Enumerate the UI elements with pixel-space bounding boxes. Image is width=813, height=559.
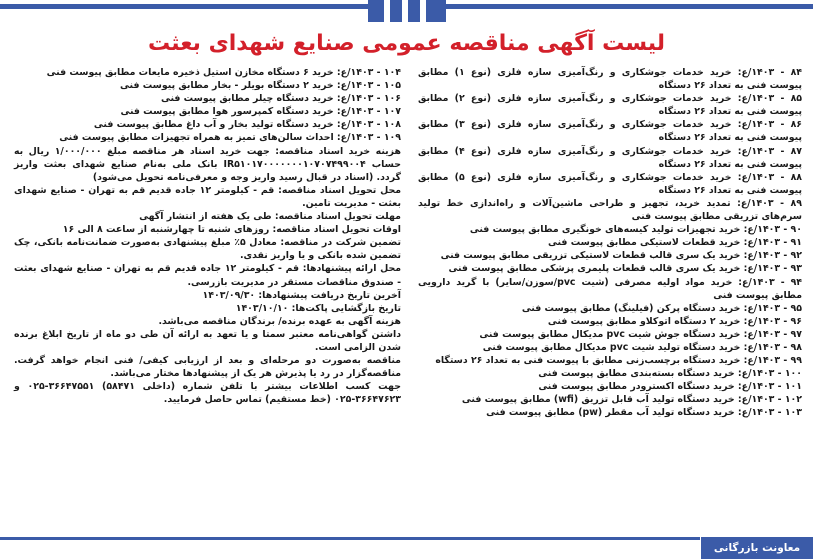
tender-item: ۱۰۲ - ۱۴۰۳/ع: خرید دستگاه تولید آب قابل تزریق (wfi) مطابق پیوست فنی (461, 394, 802, 406)
tender-item: ۸۹ - ۱۴۰۳/ع: تمدید خرید، تجهیز و طراحی ماشین‌آلات و راه‌اندازی خط تولید سرم‌های تزریقی مطابق پیوست فنی (418, 197, 802, 223)
tender-item: ۹۶ - ۱۴۰۳/ع: خرید ۲ دستگاه اتوکلاو مطابق پیوست فنی (547, 315, 802, 327)
tender-item: ۱۰۳ - ۱۴۰۳/ع: خرید دستگاه تولید آب مقطر (pw) مطابق پیوست فنی (486, 407, 802, 419)
tender-item: ۹۹ - ۱۴۰۳/ع: خرید دستگاه برچسب‌زنی مطابق با پیوست فنی به تعداد ۲۶ دستگاه (435, 355, 802, 367)
certificate-paragraph: داشتن گواهی‌نامه معتبر سمتا و یا تعهد به ارائه آن طی دو ماه از تاریخ ابلاغ برنده شدن الزامی است. (14, 328, 401, 353)
tender-item: ۹۷ - ۱۴۰۳/ع: خرید دستگاه جوش شیت pvc مدیکال مطابق پیوست فنی (479, 328, 802, 340)
two-stage-paragraph: مناقصه به‌صورت دو مرحله‌ای و بعد از ارزیابی کیفی/ فنی انجام خواهد گرفت. مناقصه‌گزار در رد یا پذیرش هر یک از پیشنهادها مختار می‌باشد. (14, 355, 401, 380)
tender-item: ۱۰۸ - ۱۴۰۳/ع: خرید دستگاه تولید بخار و آب داغ مطابق پیوست فنی (93, 119, 401, 131)
tender-item: ۸۸ - ۱۴۰۳/ع: خرید خدمات جوشکاری و رنگ‌آمیزی سازه فلزی (نوع ۵) مطابق پیوست فنی به تعداد ۲۶ دستگاه (418, 171, 803, 196)
tender-item: ۹۵ - ۱۴۰۳/ع: خرید دستگاه پرکن (فیلینگ) مطابق پیوست فنی (521, 302, 802, 314)
ad-cost-paragraph: هزینه آگهی به عهده برنده/ برندگان مناقصه می‌باشد. (158, 315, 401, 327)
submission-deadline: آخرین تاریخ دریافت پیشنهادها: ۱۴۰۳/۰۹/۳۰ (202, 289, 401, 301)
tender-item: ۱۰۰ - ۱۴۰۳/ع: خرید دستگاه بسته‌بندی مطابق پیوست فنی (538, 368, 802, 380)
tender-item: ۱۰۱ - ۱۴۰۳/ع: خرید دستگاه اکسترودر مطابق پیوست فنی (538, 381, 802, 393)
tender-item: ۱۰۷ - ۱۴۰۳/ع: خرید دستگاه کمپرسور هوا مطابق پیوست فنی (120, 106, 401, 118)
tender-item: ۹۲ - ۱۴۰۳/ع: خرید یک سری قالب قطعات لاستیکی تزریقی مطابق پیوست فنی (440, 250, 802, 262)
tender-item: ۸۵ - ۱۴۰۳/ع: خرید خدمات جوشکاری و رنگ‌آمیزی سازه فلزی (نوع ۲) مطابق پیوست فنی به تعداد ۲۶ دستگاه (418, 93, 803, 118)
tender-item: ۱۰۵ - ۱۴۰۳/ع: خرید ۲ دستگاه بویلر - بخار مطابق پیوست فنی (120, 80, 401, 92)
opening-date: تاریخ بازگشایی پاکت‌ها: ۱۴۰۳/۱۰/۱۰ (235, 302, 401, 314)
footer-department-label: معاونت بازرگانی (701, 537, 813, 559)
tender-item: ۸۶ - ۱۴۰۳/ع: خرید خدمات جوشکاری و رنگ‌آمیزی سازه فلزی (نوع ۳) مطابق پیوست فنی به تعداد ۲۶ دستگاه (418, 119, 803, 144)
page-title: لیست آگهی مناقصه عمومی صنایع شهدای بعثت (147, 31, 666, 56)
document-deadline-paragraph: مهلت تحویل اسناد مناقصه: طی یک هفته از انتشار آگهی (139, 211, 401, 223)
guarantee-paragraph: تضمین شرکت در مناقصه: معادل ۵٪ مبلغ پیشنهادی به‌صورت ضمانت‌نامه بانکی، چک تضمین شده بانکی و یا واریز نقدی. (14, 237, 401, 262)
tender-list-right-column (418, 66, 802, 420)
tender-item: ۸۴ - ۱۴۰۳/ع: خرید خدمات جوشکاری و رنگ‌آمیزی سازه فلزی (نوع ۱) مطابق پیوست فنی به تعداد ۲۶ دستگاه (418, 67, 803, 92)
tender-item: ۹۳ - ۱۴۰۳/ع: خرید یک سری قالب قطعات پلیمری پزشکی مطابق پیوست فنی (448, 263, 802, 275)
submission-location-paragraph: محل ارائه پیشنهادها: قم - کیلومتر ۱۲ جاده قدیم قم به تهران - صنایع شهدای بعثت - صندوق مناقصات مستقر در مدیریت بازرسی. (14, 263, 402, 288)
tender-item: ۱۰۶ - ۱۴۰۳/ع: خرید دستگاه چیلر مطابق پیوست فنی (160, 93, 401, 105)
tender-item: ۱۰۹ - ۱۴۰۳/ع: احداث سالن‌های تمیز به همراه تجهیزات مطابق پیوست فنی (59, 132, 401, 144)
tender-item: ۹۴ - ۱۴۰۳/ع: خرید مواد اولیه مصرفی (شیت pvc/سوزن/سایر) با گرید دارویی مطابق پیوست فنی (418, 276, 803, 301)
tender-item: ۹۱ - ۱۴۰۳/ع: خرید قطعات لاستیکی مطابق پیوست فنی (548, 237, 802, 249)
contact-paragraph: جهت کسب اطلاعات بیشتر با تلفن شماره (داخلی ۵۸۴۷۱) ۳۶۶۴۷۵۵۱-۰۲۵ و ۳۶۶۴۷۶۲۳-۰۲۵ (خط مستقیم) تماس حاصل فرمایید. (14, 381, 401, 406)
tender-item: ۹۰ - ۱۴۰۳/ع: خرید تجهیزات تولید کیسه‌های خونگیری مطابق پیوست فنی (469, 224, 802, 236)
footer (0, 537, 813, 559)
tender-item: ۱۰۴ - ۱۴۰۳/ع: خرید ۶ دستگاه مخازن استیل ذخیره مایعات مطابق پیوست فنی (46, 67, 401, 78)
tender-item: ۸۷ - ۱۴۰۳/ع: خرید خدمات جوشکاری و رنگ‌آمیزی سازه فلزی (نوع ۴) مطابق پیوست فنی به تعداد ۲۶ دستگاه (418, 145, 803, 170)
document-fee-paragraph: هزینه خرید اسناد مناقصه: جهت خرید اسناد هر مناقصه مبلغ ۱/۰۰۰/۰۰۰ ریال به حساب IR۵۱۰۱۷۰۰۰۰۰۰۰۱۰۷۰۷۴۹۹۰۰۴ بانک ملی به‌نام صنایع شهدای بعثت واریز گردد. (اسناد در قبال رسید واریز وجه و معرفی‌نامه تحویل می‌شود) (14, 145, 401, 183)
company-logo-icon (368, 0, 446, 22)
tender-item: ۹۸ - ۱۴۰۳/ع: خرید دستگاه تولید شیت pvc مدیکال مطابق پیوست فنی (482, 341, 802, 353)
tender-list-left-column (14, 66, 401, 406)
document-hours-paragraph: اوقات تحویل اسناد مناقصه: روزهای شنبه تا چهارشنبه از ساعت ۸ الی ۱۶ (62, 224, 401, 236)
document-location-paragraph: محل تحویل اسناد مناقصه: قم - کیلومتر ۱۲ جاده قدیم قم به تهران - صنایع شهدای بعثت - مدیریت تامین. (14, 184, 401, 209)
